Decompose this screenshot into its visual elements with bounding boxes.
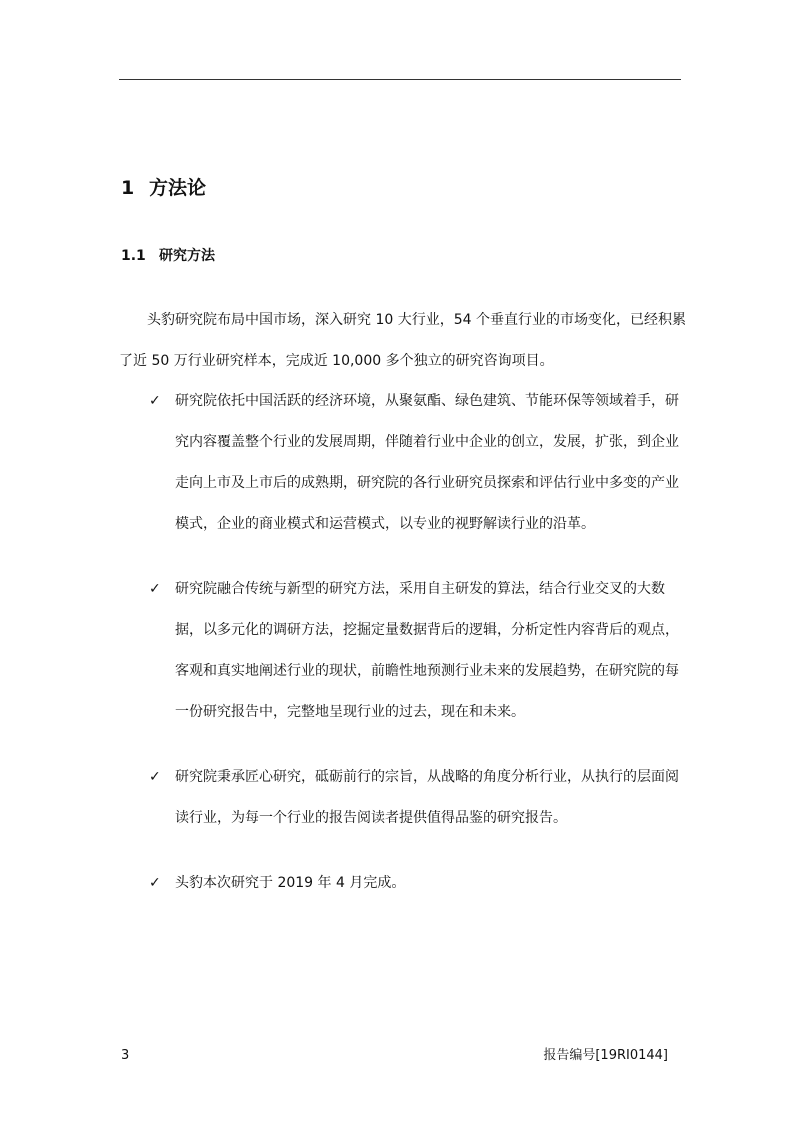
header-rule	[119, 79, 681, 80]
subsection-heading	[121, 245, 215, 267]
page-number: 3	[121, 1048, 130, 1063]
intro-paragraph: 头豹研究院布局中国市场，深入研究 10 大行业，54 个垂直行业的市场变化，已经积累了近 50 万行业研究样本，完成近 10,000 多个独立的研究咨询项目。	[119, 312, 686, 369]
checkmark-icon: ✓	[149, 581, 161, 597]
checkmark-icon: ✓	[149, 875, 161, 891]
bullet-item	[119, 863, 686, 904]
checkmark-icon: ✓	[149, 393, 161, 409]
bullet-text: 研究院融合传统与新型的研究方法，采用自主研发的算法，结合行业交叉的大数据，以多元化的调研方法，挖掘定量数据背后的逻辑，分析定性内容背后的观点，客观和真实地阐述行业的现状，前瞻性地预测行业未来的发展趋势，在研究院的每一份研究报告中，完整地呈现行业的过去，现在和未来。	[175, 581, 679, 720]
bullet-item	[119, 757, 686, 839]
subsection-number: 1.1	[121, 248, 146, 264]
section-title: 方法论	[149, 177, 207, 199]
report-id: 报告编号[19RI0144]	[543, 1048, 668, 1063]
subsection-title: 研究方法	[159, 248, 215, 264]
bullet-text: 头豹本次研究于 2019 年 4 月完成。	[175, 875, 406, 891]
bullet-item	[119, 569, 686, 733]
bullet-text: 研究院依托中国活跃的经济环境，从聚氨酯、绿色建筑、节能环保等领域着手，研究内容覆盖整个行业的发展周期，伴随着行业中企业的创立，发展，扩张，到企业走向上市及上市后的成熟期，研究院的各行业研究员探索和评估行业中多变的产业模式，企业的商业模式和运营模式，以专业的视野解读行业的沿革。	[175, 393, 679, 532]
checkmark-icon: ✓	[149, 769, 161, 785]
bullet-item	[119, 381, 686, 545]
section-number: 1	[121, 177, 135, 199]
bullet-text: 研究院秉承匠心研究，砥砺前行的宗旨，从战略的角度分析行业，从执行的层面阅读行业，为每一个行业的报告阅读者提供值得品鉴的研究报告。	[175, 769, 679, 826]
section-heading	[121, 174, 206, 202]
